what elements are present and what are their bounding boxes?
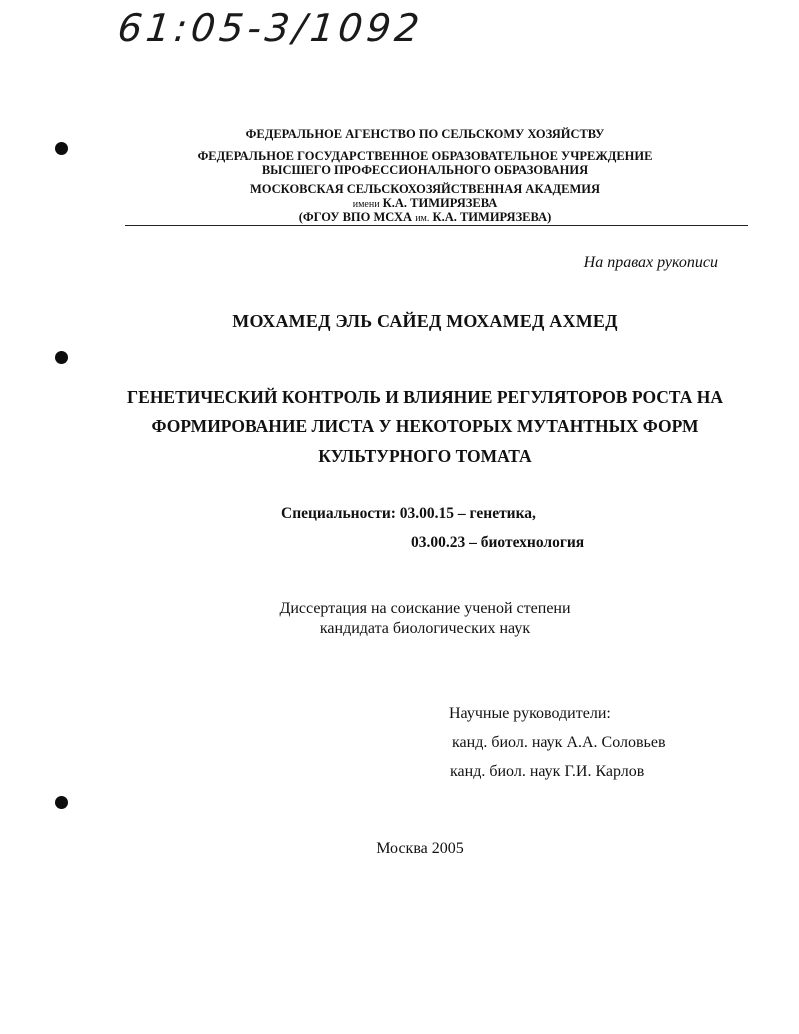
punch-hole-dot	[55, 142, 68, 155]
title-line-2: ФОРМИРОВАНИЕ ЛИСТА У НЕКОТОРЫХ МУТАНТНЫХ ФОРМ	[151, 416, 699, 436]
specialty-genetics: 03.00.15 – генетика,	[399, 505, 536, 522]
header-agency: ФЕДЕРАЛЬНОЕ АГЕНСТВО ПО СЕЛЬСКОМУ ХОЗЯЙСТВУ	[245, 127, 605, 141]
supervisor-2: канд. биол. наук Г.И. Карлов	[450, 763, 645, 780]
dissertation-line-2: кандидата биологических наук	[319, 620, 531, 637]
header-abbreviation	[100, 210, 750, 226]
specialties-label: Специальности:	[281, 505, 396, 522]
named-prefix: имени	[352, 199, 380, 210]
specialties-first	[281, 505, 536, 523]
header-institution-type: ФЕДЕРАЛЬНОЕ ГОСУДАРСТВЕННОЕ ОБРАЗОВАТЕЛЬНОЕ УЧРЕЖДЕНИЕ	[197, 149, 653, 163]
abbrev-im: им.	[415, 213, 430, 224]
place-year: Москва 2005	[376, 840, 464, 857]
title-line-1: ГЕНЕТИЧЕСКИЙ КОНТРОЛЬ И ВЛИЯНИЕ РЕГУЛЯТОРОВ РОСТА НА	[127, 387, 723, 407]
punch-hole-dot	[55, 351, 68, 364]
archive-code-handwritten: 61:05-3/1092	[115, 6, 426, 50]
manuscript-rights: На правах рукописи	[583, 254, 718, 271]
supervisors-label: Научные руководители:	[449, 705, 611, 722]
punch-hole-dot	[55, 796, 68, 809]
abbrev-close: К.А. ТИМИРЯЗЕВА)	[432, 210, 552, 224]
author-name: МОХАМЕД ЭЛЬ САЙЕД МОХАМЕД АХМЕД	[232, 311, 618, 331]
dissertation-line-1: Диссертация на соискание ученой степени	[279, 600, 571, 617]
abbrev-open: (ФГОУ ВПО МСХА	[298, 210, 413, 224]
header-divider	[125, 225, 748, 226]
supervisor-1: канд. биол. наук А.А. Соловьев	[452, 734, 666, 751]
specialty-biotechnology: 03.00.23 – биотехнология	[411, 534, 585, 551]
named-after: К.А. ТИМИРЯЗЕВА	[382, 196, 498, 210]
title-line-3: КУЛЬТУРНОГО ТОМАТА	[318, 446, 532, 466]
header-academy: МОСКОВСКАЯ СЕЛЬСКОХОЗЯЙСТВЕННАЯ АКАДЕМИЯ	[249, 182, 601, 196]
header-education-level: ВЫСШЕГО ПРОФЕССИОНАЛЬНОГО ОБРАЗОВАНИЯ	[261, 163, 589, 177]
